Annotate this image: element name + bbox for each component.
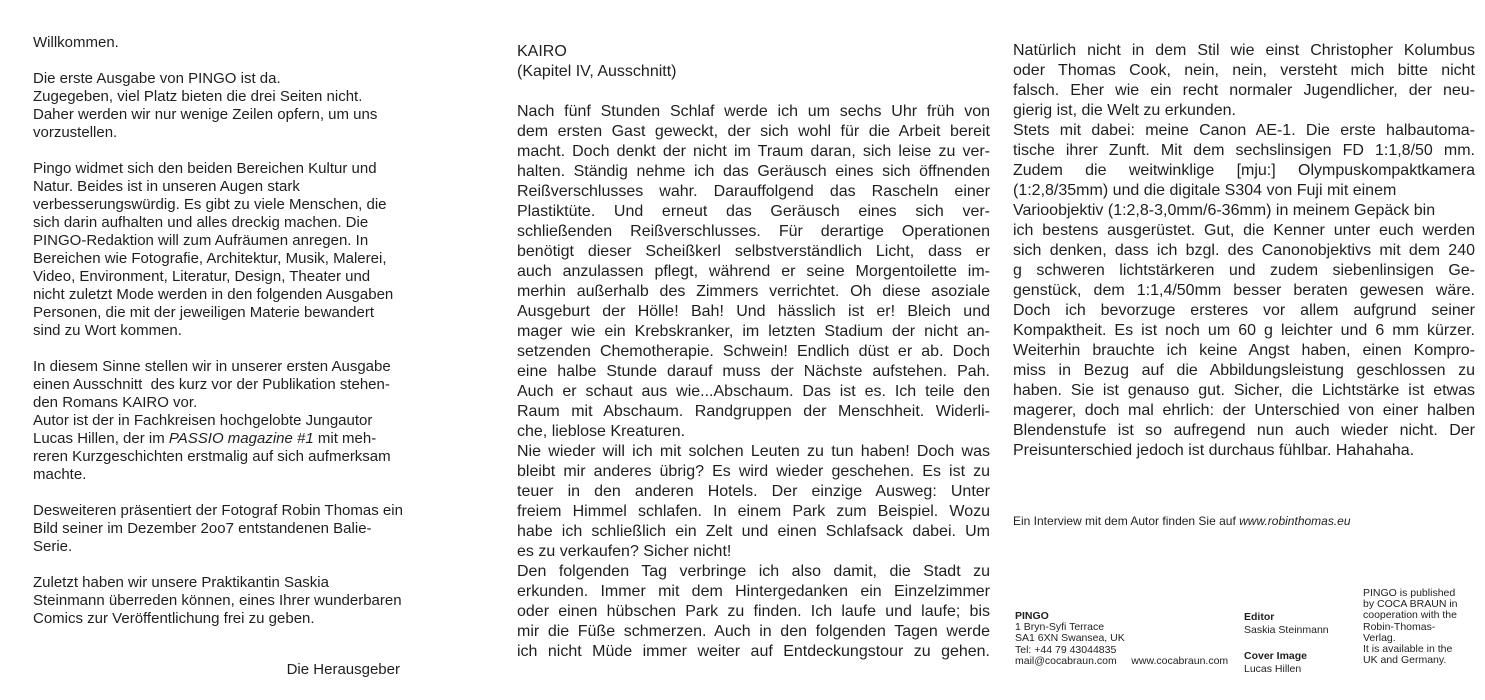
text-line: Serie. (33, 538, 73, 555)
text-line: Plastiktüte. Und erneut das Geräusch eines sich ver- (517, 203, 990, 220)
text-line (1244, 611, 1359, 624)
text-line: by COCA BRAUN in (1363, 598, 1458, 611)
text-line: Tel: +44 79 43044835 (1015, 643, 1117, 656)
text-line: sich denken, dass ich bzgl. des Canonobjektivs mit dem 240 (1013, 242, 1475, 259)
text-line (33, 484, 485, 502)
text-line: den Romans KAIRO vor. (33, 394, 198, 411)
text-line: Auch er schaut aus wie...Abschaum. Das ist es. Ich teile den (517, 383, 990, 400)
text-line: cooperation with the (1363, 609, 1457, 622)
text-line: Natürlich nicht in dem Stil wie einst Christopher Kolumbus (1013, 42, 1475, 59)
text-line: auch anzulassen pflegt, während er seine Morgentoilette im- (517, 263, 990, 280)
text-line (33, 340, 485, 358)
text-line: tische ihrer Zunft. Mit dem sechslinsigen FD 1:1,8/50 mm. (1013, 142, 1475, 159)
text-line: verbesserungswürdig. Es gibt zu viele Menschen, die (33, 196, 387, 213)
text-line: ich nicht Müde immer weiter auf Entdeckungstour zu gehen. (517, 643, 990, 660)
text-line (33, 52, 485, 70)
text-line: reren Kurzgeschichten erstmalig auf sich aufmerksam (33, 448, 391, 465)
text-line: einen Ausschnitt des kurz vor der Publikation stehen- (33, 376, 390, 393)
text-line: benötigt dieser Scheißkerl selbstverständlich Licht, dass er (517, 243, 990, 260)
text-line: g schweren lichtstärkeren und zudem siebenlinsigen Ge- (1013, 262, 1475, 279)
text-line: Comics zur Veröffentlichung frei zu geben. (33, 610, 315, 627)
editorial-signoff: Die Herausgeber (286, 661, 400, 678)
text-line: vorzustellen. (33, 124, 118, 141)
text-line: mail@cocabraun.com www.cocabraun.com (1015, 654, 1229, 667)
text-line: Varioobjektiv (1:2,8-3,0mm/6-36mm) in meinem Gepäck bin (1013, 202, 1436, 219)
text-line: Zudem die weitwinklige [mju:] Olympuskompaktkamera (1013, 162, 1475, 179)
text-line: Bild seiner im Dezember 2oo7 entstandenen Balie- (33, 520, 372, 537)
text-line: mager wie ein Krebskranker, im letzten Stadium der nicht an- (517, 323, 990, 340)
italic-text: PASSIO magazine #1 (168, 430, 314, 447)
text-line: UK and Germany. (1363, 654, 1447, 667)
kairo-excerpt-column (517, 42, 990, 662)
footer-credits (1244, 611, 1359, 676)
text-line: Pingo widmet sich den beiden Bereichen Kultur und (33, 160, 377, 177)
text-line: Nie wieder will ich mit solchen Leuten zu tun haben! Doch was (517, 443, 990, 460)
text-line: erkunden. Immer mit dem Hintergedanken ein Einzelzimmer (517, 583, 990, 600)
text-line: nicht zuletzt Mode werden in den folgenden Ausgaben (33, 286, 394, 303)
text-line: bleibt mir anderes übrig? Es wird wieder geschehen. Es ist zu (517, 463, 990, 480)
text-line: eine halbe Stunde darauf muss der Nächste aufstehen. Pah. (517, 363, 990, 380)
text-segment: Ein Interview mit dem Autor finden Sie auf (1013, 514, 1240, 528)
text-line: Reißverschlusses wahr. Darauffolgend das Rascheln einer (517, 183, 990, 200)
text-line: PINGO is published (1363, 587, 1456, 599)
bold-label: PINGO (1015, 610, 1049, 622)
text-line: Saskia Steinmann (1244, 624, 1329, 636)
text-line: Preisunterschied jedoch ist durchaus fühlbar. Hahahaha. (1013, 442, 1415, 459)
text-line: PINGO-Redaktion will zum Aufräumen anregen. In (33, 232, 369, 249)
text-line: teuer in den anderen Hotels. Der einzige Ausweg: Unter (517, 483, 990, 500)
text-line: oder einen hübschen Park zu finden. Ich laufe und laufe; bis (517, 603, 990, 620)
text-line: Weiterhin brauchte ich keine Angst haben, einen Kompro- (1013, 342, 1475, 359)
text-line: It is available in the (1363, 643, 1453, 656)
text-line (517, 82, 990, 102)
italic-text: www.robinthomas.eu (1239, 514, 1351, 528)
text-line: dem ersten Gast geweckt, der sich wohl für die Arbeit bereit (517, 123, 990, 140)
text-line: che, lieblose Kreaturen. (517, 423, 686, 440)
text-line: machte. (33, 466, 87, 483)
editorial-column (33, 34, 485, 628)
text-line (1244, 637, 1359, 650)
text-line: schließenden Reißverschlusses. Für derartige Operationen (517, 223, 990, 240)
text-line: setzenden Chemotherapie. Schwein! Endlich düst er ab. Doch (517, 343, 990, 360)
text-line: (Kapitel IV, Ausschnitt) (517, 63, 677, 80)
text-line: gierig ist, die Welt zu erkunden. (1013, 102, 1236, 119)
text-line: Personen, die mit der jeweiligen Materie bewandert (33, 304, 375, 321)
text-line: halten. Ständig nehme ich das Geräusch eines sich öffnenden (517, 163, 990, 180)
text-line: es zu verkaufen? Sicher nicht! (517, 543, 732, 560)
text-line: In diesem Sinne stellen wir in unserer ersten Ausgabe (33, 358, 391, 375)
text-line: Raum mit Abschaum. Randgruppen der Menschheit. Widerli- (517, 403, 990, 420)
text-line: habe ich schließlich ein Zelt und einen Schlafsack dabei. Um (517, 523, 990, 540)
text-line: Den folgenden Tag verbringe ich also damit, die Stadt zu (517, 563, 990, 580)
text-line: haben. Sie ist genauso gut. Sicher, die Lichtstärke ist etwas (1013, 382, 1475, 399)
interview-note (1013, 514, 1475, 529)
text-line: sich darin aufhalten und alles dreckig machen. Die (33, 214, 369, 231)
text-line: Doch ich bevorzuge ersteres vor allem aufgrund seiner (1013, 302, 1475, 319)
text-line: Die erste Ausgabe von PINGO ist da. (33, 70, 281, 87)
text-line (1244, 650, 1359, 663)
text-line (33, 556, 485, 574)
text-line: magerer, doch mal ehrlich: der Unterschied von einer halben (1013, 402, 1475, 419)
text-line (33, 430, 485, 448)
text-line: Ausgeburt der Hölle! Bah! Und hässlich ist er! Bleich und (517, 303, 990, 320)
text-line: Desweiteren präsentiert der Fotograf Robin Thomas ein (33, 502, 403, 519)
text-segment: Lucas Hillen, der im (33, 430, 169, 447)
text-line: Verlag. (1363, 631, 1396, 644)
footer-publisher-info (1015, 611, 1250, 667)
text-line: Willkommen. (33, 34, 119, 51)
bold-label: Editor (1244, 611, 1275, 623)
text-line (1013, 514, 1475, 529)
text-line: Kompaktheit. Es ist noch um 60 g leichter und 6 mm kürzer. (1013, 322, 1475, 339)
text-line: 1 Bryn-Syfi Terrace (1015, 621, 1105, 634)
text-line: SA1 6XN Swansea, UK (1015, 632, 1125, 645)
camera-essay-column (1013, 41, 1475, 461)
text-line: freiem Himmel schlafen. In einem Park zum Beispiel. Wozu (517, 503, 990, 520)
text-line: (1:2,8/35mm) und die digitale S304 von Fuji mit einem (1013, 182, 1397, 199)
text-line: Robin-Thomas- (1363, 620, 1436, 633)
bold-label: Cover Image (1244, 650, 1308, 662)
text-line: falsch. Eher wie ein recht normaler Jugendlicher, der neu- (1013, 82, 1475, 99)
text-line: Daher werden wir nur wenige Zeilen opfern, um uns (33, 106, 378, 123)
text-segment: mit meh- (313, 430, 377, 447)
text-line (33, 142, 485, 160)
text-line: sind zu Wort kommen. (33, 322, 182, 339)
text-line: Stets mit dabei: meine Canon AE-1. Die erste halbautoma- (1013, 122, 1475, 139)
text-line: Natur. Beides ist in unseren Augen stark (33, 178, 300, 195)
text-line: Zuletzt haben wir unsere Praktikantin Saskia (33, 574, 329, 591)
text-line: Autor ist der in Fachkreisen hochgelobte Jungautor (33, 412, 373, 429)
text-line: Bereichen wie Fotografie, Architektur, Musik, Malerei, (33, 250, 387, 267)
text-line: oder Thomas Cook, nein, nein, versteht mich bitte nicht (1013, 62, 1475, 79)
text-line: ich bestens ausgerüstet. Gut, die Kenner unter euch werden (1013, 222, 1475, 239)
text-line: KAIRO (517, 43, 567, 60)
text-line: genstück, dem 1:1,4/50mm besser beraten gewesen wäre. (1013, 282, 1475, 299)
text-line: Zugegeben, viel Platz bieten die drei Seiten nicht. (33, 88, 363, 105)
text-line: miss in Bezug auf die Abbildungsleistung geschlossen zu (1013, 362, 1475, 379)
text-line: mir die Füße schmerzen. Auch in den folgenden Tagen werde (517, 623, 990, 640)
text-line: Steinmann überreden können, eines Ihrer wunderbaren (33, 592, 402, 609)
text-line: Lucas Hillen (1244, 663, 1302, 675)
text-line: macht. Doch denkt der nicht im Traum daran, sich leise zu ver- (517, 143, 990, 160)
text-line: Video, Environment, Literatur, Design, Theater und (33, 268, 371, 285)
footer-imprint (1363, 588, 1478, 666)
text-line: Nach fünf Stunden Schlaf werde ich um sechs Uhr früh von (517, 103, 990, 120)
text-line: Blendenstufe ist so aufregend nun auch wieder nicht. Der (1013, 422, 1475, 439)
text-line: merhin außerhalb des Zimmers verrichtet. Oh diese asoziale (517, 283, 990, 300)
